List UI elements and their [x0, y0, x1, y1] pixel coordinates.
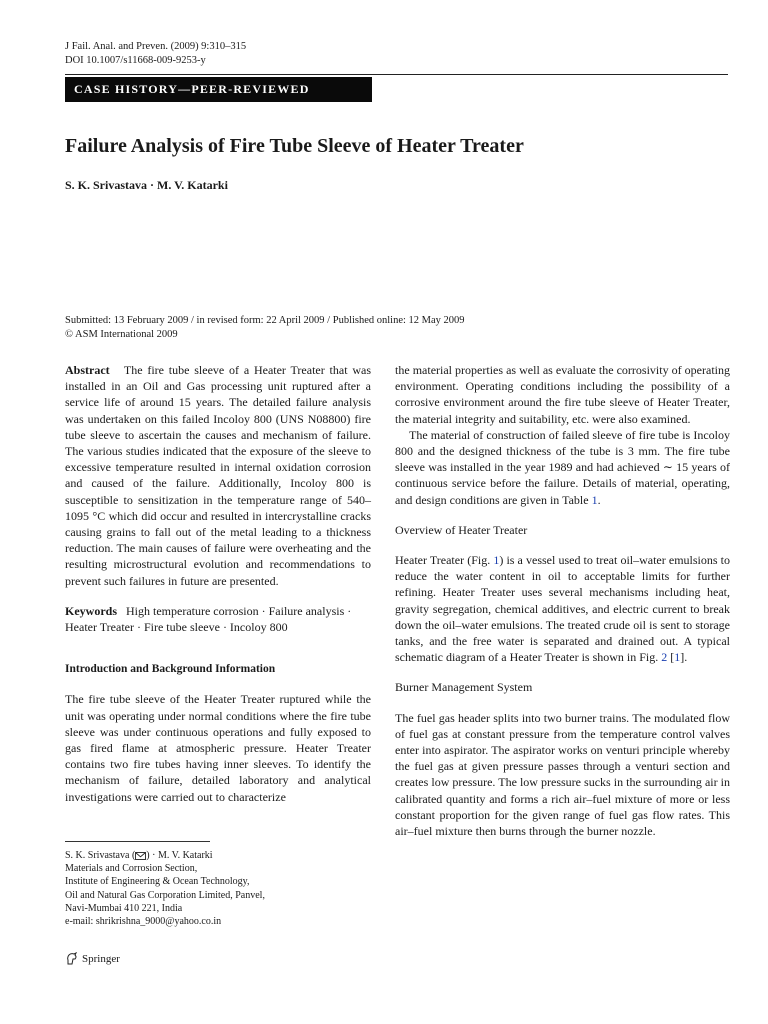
spacer: [395, 538, 730, 552]
submission-dates: Submitted: 13 February 2009 / in revised form: 22 April 2009 / Published online: 12 May 2009: [65, 315, 465, 326]
spacer: [65, 589, 371, 603]
header-rule: [65, 74, 728, 75]
submission-info: [65, 314, 728, 342]
spacer: [65, 677, 371, 691]
keywords-paragraph: [65, 603, 371, 635]
journal-line: J Fail. Anal. and Preven. (2009) 9:310–315: [65, 41, 247, 52]
article-title: Failure Analysis of Fire Tube Sleeve of Heater Treater: [65, 135, 524, 157]
copyright-line: © ASM International 2009: [65, 329, 178, 340]
left-column: [65, 362, 371, 805]
envelope-icon[interactable]: [135, 852, 146, 860]
footnote-author-line: [65, 849, 371, 862]
body-paragraph: The fuel gas header splits into two burner trains. The modulated flow of fuel gas at constant pressure from the temperature control valves enter into aspirator. The aspirator works on venturi principle whereby the fuel gas at given pressure passes through a venturi section and creates low pressure. The low pressure sucks in the surrounding air in calibrated quantity and forms a rich air–fuel mixture of more or less constant proportion for the given range of fuel gas flow rates. This air–fuel mixture then burns through the burner nozzle.: [395, 710, 730, 839]
keywords-label: Keywords: [65, 603, 117, 618]
keywords-text: High temperature corrosion · Failure analysis · Heater Treater · Fire tube sleeve · Incoloy 800: [65, 603, 352, 635]
spacer: [395, 696, 730, 710]
text-run: ) is a vessel used to treat oil–water emulsions to reduce the water content in oil to acceptable limits for further refining. Heater Treater uses several mechanisms including heat, gravity segregation, chemical additives, and electric current to break down the oil–water emulsions. The treated crude oil is sent to storage tanks, and the free water is separated and drained out. A typical schematic diagram of a Heater Treater is shown in Fig.: [395, 553, 730, 665]
spacer: [395, 665, 730, 679]
bibliography-reference-link[interactable]: 1: [674, 650, 681, 665]
burner-heading: Burner Management System: [395, 680, 533, 695]
body-paragraph: [395, 552, 730, 665]
body-paragraph: [395, 427, 730, 508]
footnote-line: Materials and Corrosion Section,: [65, 863, 198, 875]
table-reference-link[interactable]: 1: [591, 492, 598, 507]
footnote-rule: [65, 841, 210, 842]
text-run: The material of construction of failed sleeve of fire tube is Incoloy 800 and the designed thickness of the tube is 3 mm. The fire tube sleeve was installed in the year 1989 and had achieved ∼ 15 years of continuous service before the failure. Details of material, operating, and design conditions are given in Table: [395, 427, 730, 507]
author-affiliation-footnote: [65, 849, 371, 928]
text-run: [: [667, 650, 675, 665]
spacer: [65, 635, 371, 661]
text-run: Heater Treater (Fig.: [395, 553, 494, 568]
figure-reference-link[interactable]: 2: [661, 650, 668, 665]
footnote-email[interactable]: e-mail: shrikrishna_9000@yahoo.co.in: [65, 916, 222, 928]
publisher-name: Springer: [82, 952, 120, 965]
doi-line[interactable]: DOI 10.1007/s11668-009-9253-y: [65, 55, 206, 66]
footnote-author2: ) · M. V. Katarki: [146, 850, 213, 861]
footnote-line: Oil and Natural Gas Corporation Limited, Panvel,: [65, 889, 265, 901]
figure-reference-link[interactable]: 1: [493, 553, 500, 568]
overview-heading: Overview of Heater Treater: [395, 522, 528, 537]
spacer: [395, 508, 730, 522]
body-paragraph: the material properties as well as evaluate the corrosivity of operating environment. Operating conditions including the possibility of a corrosive environment around the fire tube sleeve of Heater Treater, the material integrity and suitability, etc. were also examined.: [395, 363, 730, 426]
publisher-logo: [65, 952, 120, 965]
author-list: S. K. Srivastava · M. V. Katarki: [65, 178, 228, 192]
springer-horse-icon: [65, 952, 78, 965]
abstract-label: Abstract: [65, 363, 110, 377]
text-run: ].: [680, 650, 688, 665]
abstract-text: The fire tube sleeve of a Heater Treater that was installed in an Oil and Gas processing unit ruptured after a service life of around 15 years. The detailed failure analysis was undertaken on this failed Incoloy 800 (UNS N08800) fire tube sleeve to ascertain the causes and mechanism of failure. The various studies indicated that the exposure of the sleeve to excessive temperature resulted in internal oxidation corrosion and caused of the failure. Additionally, Incoloy 800 is susceptible to sensitization in the temperature range of 540–1095 °C which did occur and resulted in intercrystalline cracks causing grains to fall out of the metal leading to a thickness reduction. The main causes of failure were overheating and the resulting microstructural evolution and recommendations to prevent such failures in future are presented.: [65, 363, 371, 588]
text-run: .: [597, 492, 601, 507]
footnote-line: Institute of Engineering & Ocean Technology,: [65, 876, 250, 888]
footnote-author1: S. K. Srivastava (: [65, 850, 136, 861]
intro-paragraph: The fire tube sleeve of the Heater Treater ruptured while the unit was operating under normal conditions where the fire tube sleeve was under continuous operations and fully exposed to gas fired flame at atmospheric pressure. Heater Treater contains two fire tubes having inner sleeves. To identify the mechanism of failure, detailed laboratory and analytical investigations were carried out to characterize: [65, 692, 371, 804]
intro-heading: Introduction and Background Information: [65, 663, 276, 676]
right-column: [395, 362, 730, 839]
abstract-paragraph: [65, 362, 371, 589]
article-type-banner: CASE HISTORY—PEER-REVIEWED: [65, 77, 372, 102]
journal-citation: [65, 40, 246, 68]
footnote-line: Navi-Mumbai 410 221, India: [65, 902, 183, 914]
